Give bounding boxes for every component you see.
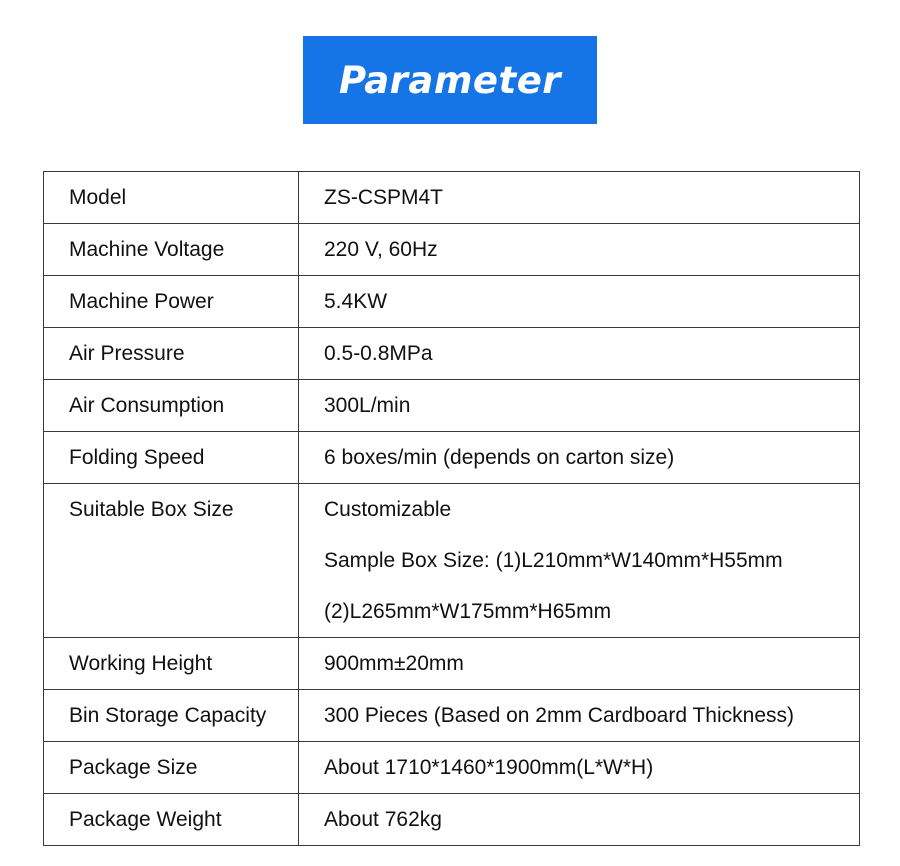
row-value	[299, 276, 860, 328]
row-value	[299, 742, 860, 794]
row-label: Package Weight	[44, 794, 299, 846]
value-line: (2)L265mm*W175mm*H65mm	[324, 600, 612, 623]
table-row	[44, 742, 860, 794]
row-value	[299, 690, 860, 742]
table-row	[44, 276, 860, 328]
value-line: Customizable	[324, 498, 452, 521]
table-row	[44, 484, 860, 638]
table-row	[44, 638, 860, 690]
row-label: Machine Voltage	[44, 224, 299, 276]
row-value	[299, 224, 860, 276]
value-line: 220 V, 60Hz	[324, 238, 438, 261]
table-row	[44, 794, 860, 846]
value-line: About 1710*1460*1900mm(L*W*H)	[324, 756, 654, 779]
row-value	[299, 380, 860, 432]
row-label: Working Height	[44, 638, 299, 690]
table-row	[44, 380, 860, 432]
row-label: Bin Storage Capacity	[44, 690, 299, 742]
row-label: Air Consumption	[44, 380, 299, 432]
row-label: Machine Power	[44, 276, 299, 328]
value-line: 0.5-0.8MPa	[324, 342, 433, 365]
row-value	[299, 172, 860, 224]
value-line: 300L/min	[324, 394, 411, 417]
table-row	[44, 328, 860, 380]
row-value	[299, 432, 860, 484]
row-label: Air Pressure	[44, 328, 299, 380]
parameter-title-banner	[303, 36, 597, 124]
row-label: Package Size	[44, 742, 299, 794]
value-line: ZS-CSPM4T	[324, 186, 444, 209]
value-line: Sample Box Size: (1)L210mm*W140mm*H55mm	[324, 549, 783, 572]
row-value	[299, 484, 860, 638]
value-line: 6 boxes/min (depends on carton size)	[324, 446, 675, 469]
row-label: Model	[44, 172, 299, 224]
value-line: 5.4KW	[324, 290, 388, 313]
row-value	[299, 638, 860, 690]
table-row	[44, 224, 860, 276]
table-row	[44, 432, 860, 484]
value-line: About 762kg	[324, 808, 442, 831]
value-line: 300 Pieces (Based on 2mm Cardboard Thickness)	[324, 704, 795, 727]
table-row	[44, 172, 860, 224]
row-value	[299, 328, 860, 380]
table-row	[44, 690, 860, 742]
value-line: 900mm±20mm	[324, 652, 464, 675]
row-label: Folding Speed	[44, 432, 299, 484]
parameter-table	[43, 171, 860, 846]
row-value	[299, 794, 860, 846]
row-label: Suitable Box Size	[44, 484, 299, 638]
page-title: Parameter	[338, 58, 562, 102]
